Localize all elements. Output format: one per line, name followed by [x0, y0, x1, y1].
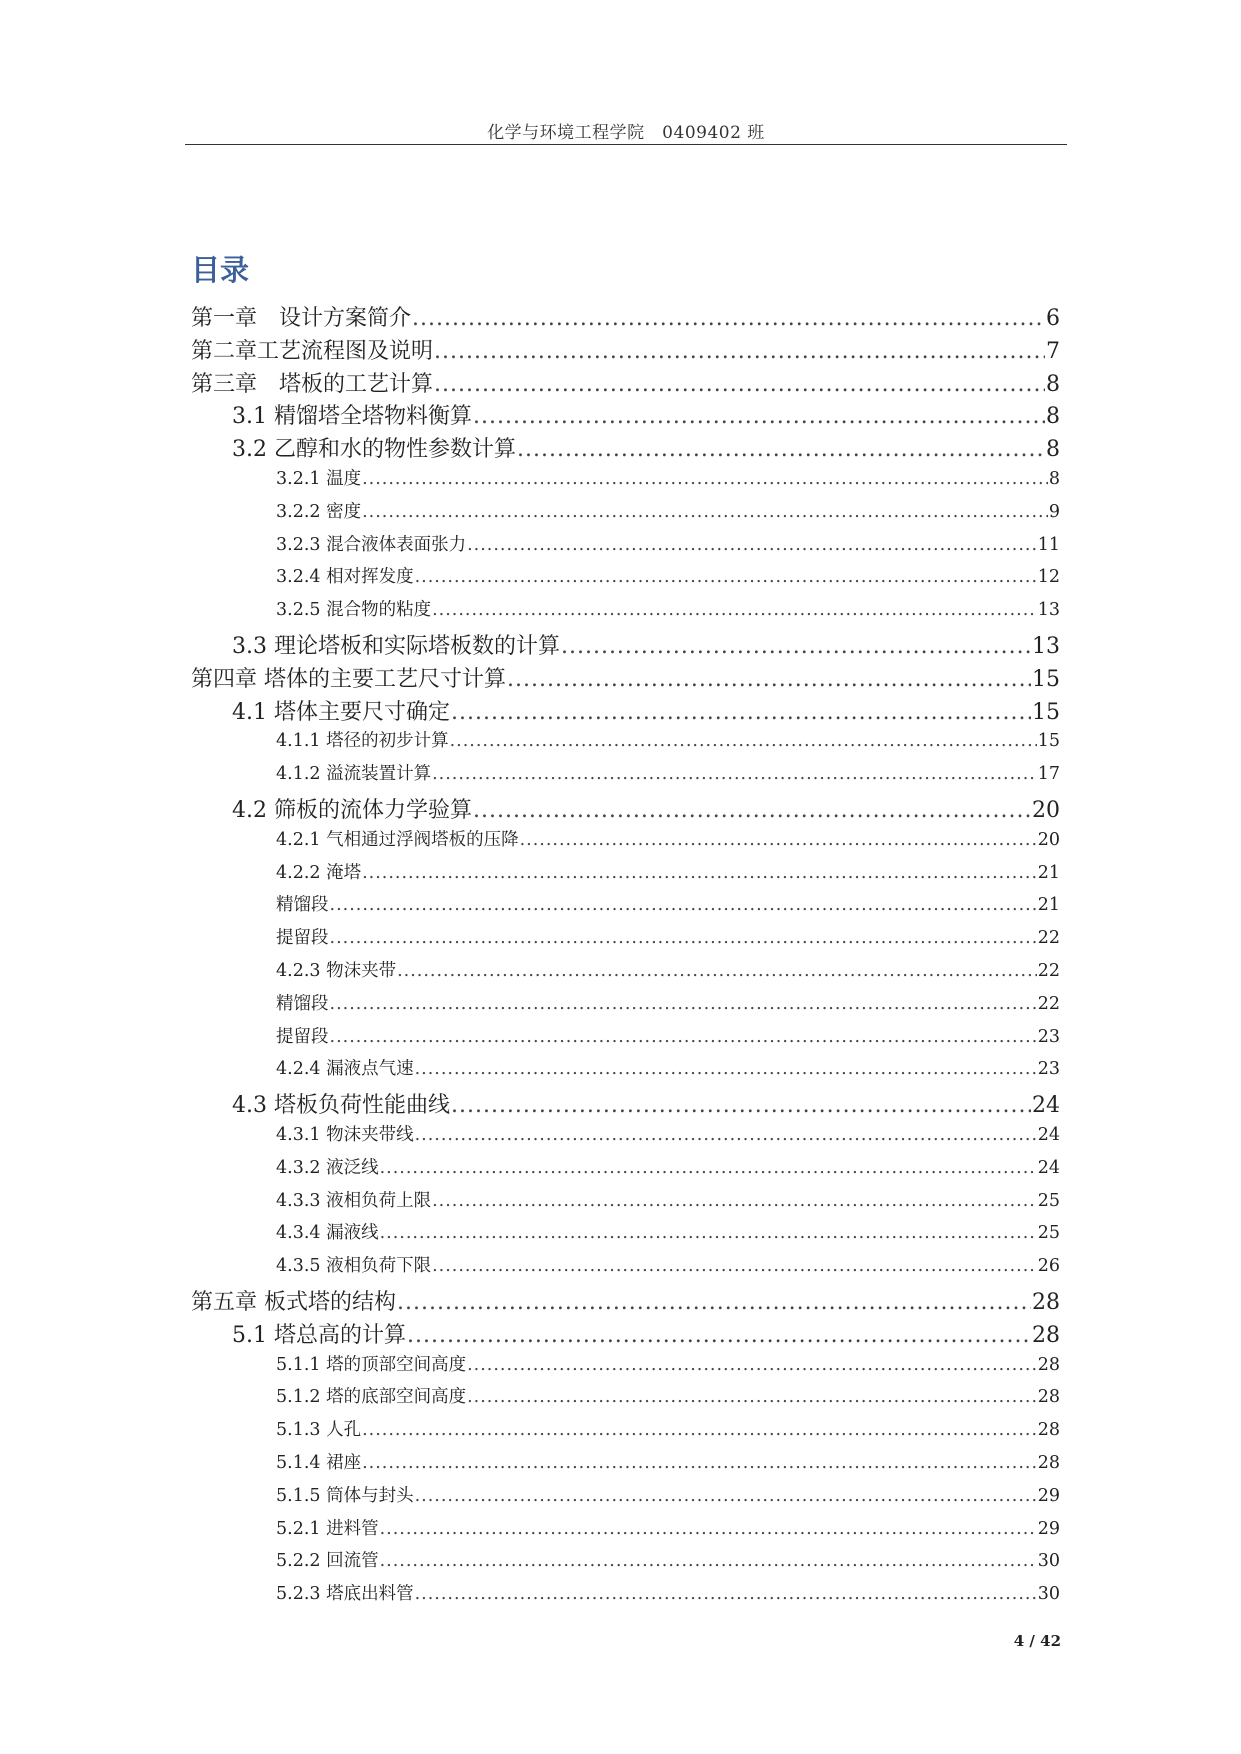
toc-dot-leader	[467, 1355, 1037, 1375]
toc-entry-label: 第四章 塔体的主要工艺尺寸计算	[191, 666, 506, 692]
toc-entry[interactable]	[276, 1023, 1060, 1048]
toc-dot-leader	[415, 1059, 1037, 1079]
toc-entry[interactable]	[276, 1449, 1060, 1474]
toc-entry-label: 第一章 设计方案简介	[191, 306, 412, 331]
toc-entry-label: 5.2.1 进料管	[276, 1518, 379, 1539]
toc-entry-label: 精馏段	[276, 993, 329, 1014]
toc-entry-page: 22	[1037, 993, 1060, 1014]
page-number: 4 / 42	[1013, 1632, 1061, 1650]
toc-entry[interactable]	[276, 957, 1060, 982]
toc-entry-page: 12	[1037, 567, 1060, 588]
toc-entry[interactable]	[276, 760, 1060, 785]
toc-entry-page: 22	[1037, 961, 1060, 981]
toc-entry-label: 提留段	[276, 1026, 329, 1047]
toc-dot-leader	[473, 404, 1045, 429]
toc-dot-leader	[407, 1323, 1031, 1348]
toc-entry-label: 3.2.5 混合物的粘度	[276, 600, 432, 621]
toc-dot-leader	[432, 1256, 1037, 1276]
toc-entry-label: 4.2.4 漏液点气速	[276, 1059, 414, 1080]
toc-entry-page: 24	[1032, 1093, 1060, 1119]
toc-entry-page: 28	[1032, 1290, 1060, 1315]
toc-entry[interactable]	[232, 695, 1060, 726]
toc-entry-label: 4.2.2 淹塔	[276, 862, 362, 883]
header-divider	[185, 144, 1067, 145]
toc-entry-page: 24	[1037, 1157, 1060, 1178]
toc-entry-label: 3.2.1 温度	[276, 469, 362, 489]
toc-entry-page: 22	[1037, 928, 1060, 949]
toc-entry-page: 6	[1046, 306, 1060, 331]
toc-dot-leader	[451, 1093, 1031, 1118]
toc-dot-leader	[434, 339, 1045, 364]
toc-entry[interactable]	[191, 1285, 1060, 1316]
toc-entry-page: 21	[1037, 895, 1060, 916]
toc-entry[interactable]	[191, 334, 1060, 365]
toc-entry-page: 25	[1037, 1190, 1060, 1211]
toc-entry[interactable]	[276, 727, 1060, 752]
toc-entry-label: 精馏段	[276, 895, 329, 916]
toc-dot-leader	[330, 994, 1037, 1014]
toc-entry-page: 28	[1037, 1453, 1060, 1473]
toc-entry-page: 25	[1037, 1223, 1060, 1244]
toc-entry[interactable]	[276, 1547, 1060, 1572]
toc-entry[interactable]	[276, 1383, 1060, 1408]
toc-entry-label: 4.1.2 溢流装置计算	[276, 764, 432, 785]
toc-dot-leader	[415, 567, 1037, 587]
toc-title: 目录	[191, 253, 250, 287]
toc-dot-leader	[415, 1125, 1037, 1145]
toc-dot-leader	[380, 1551, 1037, 1571]
toc-entry[interactable]	[276, 891, 1060, 916]
toc-entry-page: 28	[1037, 1387, 1060, 1408]
toc-entry-page: 8	[1046, 371, 1060, 397]
toc-entry-page: 7	[1046, 338, 1060, 364]
toc-dot-leader	[520, 830, 1037, 850]
toc-entry[interactable]	[276, 1416, 1060, 1441]
toc-entry-label: 第五章 板式塔的结构	[191, 1290, 396, 1315]
toc-dot-leader	[362, 502, 1048, 522]
toc-entry-label: 4.1 塔体主要尺寸确定	[232, 699, 450, 725]
toc-entry[interactable]	[276, 1055, 1060, 1080]
toc-entry[interactable]	[276, 1187, 1060, 1212]
toc-entry-page: 15	[1037, 731, 1060, 752]
toc-entry-page: 20	[1037, 829, 1060, 850]
toc-dot-leader	[415, 1584, 1037, 1604]
page-header: 化学与环境工程学院 0409402 班	[487, 123, 765, 143]
toc-dot-leader	[362, 469, 1048, 489]
toc-entry-page: 26	[1037, 1256, 1060, 1277]
toc-entry-label: 4.3.5 液相负荷下限	[276, 1256, 432, 1277]
toc-entry-label: 5.2.3 塔底出料管	[276, 1584, 414, 1605]
toc-dot-leader	[415, 1486, 1037, 1506]
toc-entry[interactable]	[232, 432, 1060, 463]
toc-entry-label: 5.1.5 筒体与封头	[276, 1485, 414, 1506]
toc-entry[interactable]	[276, 465, 1060, 490]
toc-entry-label: 4.3.4 漏液线	[276, 1223, 379, 1244]
toc-entry-page: 8	[1046, 437, 1060, 463]
toc-entry[interactable]	[276, 563, 1060, 588]
toc-entry[interactable]	[232, 1088, 1060, 1119]
toc-dot-leader	[432, 600, 1037, 620]
toc-entry-page: 24	[1037, 1125, 1060, 1145]
toc-entry-label: 3.3 理论塔板和实际塔板数的计算	[232, 634, 560, 659]
toc-entry-page: 20	[1032, 798, 1060, 823]
toc-entry[interactable]	[276, 1252, 1060, 1277]
toc-entry[interactable]	[276, 1580, 1060, 1605]
toc-entry-label: 5.1.2 塔的底部空间高度	[276, 1387, 467, 1408]
toc-entry-label: 4.1.1 塔径的初步计算	[276, 731, 449, 752]
toc-entry[interactable]	[191, 367, 1060, 398]
toc-entry[interactable]	[191, 301, 1060, 332]
toc-dot-leader	[380, 1158, 1037, 1178]
toc-entry-page: 9	[1048, 501, 1060, 522]
toc-entry-label: 4.3 塔板负荷性能曲线	[232, 1093, 450, 1119]
toc-entry-label: 3.2 乙醇和水的物性参数计算	[232, 437, 516, 463]
toc-entry[interactable]	[276, 1219, 1060, 1244]
toc-entry[interactable]	[191, 662, 1060, 693]
toc-dot-leader	[362, 863, 1037, 883]
toc-entry-page: 11	[1037, 534, 1060, 555]
toc-dot-leader	[467, 1387, 1037, 1407]
toc-entry[interactable]	[276, 1515, 1060, 1540]
toc-entry-label: 4.2.3 物沫夹带	[276, 961, 397, 981]
toc-dot-leader	[434, 372, 1045, 397]
toc-dot-leader	[362, 1453, 1037, 1473]
toc-entry[interactable]	[232, 629, 1060, 660]
toc-entry[interactable]	[276, 531, 1060, 556]
toc-entry-label: 3.2.4 相对挥发度	[276, 567, 414, 588]
toc-entry-label: 5.1.1 塔的顶部空间高度	[276, 1354, 467, 1375]
toc-entry[interactable]	[276, 859, 1060, 884]
toc-entry-label: 3.2.2 密度	[276, 501, 362, 522]
toc-entry-label: 5.1 塔总高的计算	[232, 1322, 406, 1348]
toc-dot-leader	[330, 895, 1037, 915]
toc-entry[interactable]	[232, 399, 1060, 430]
toc-entry-page: 8	[1048, 469, 1060, 489]
toc-entry-page: 30	[1037, 1551, 1060, 1572]
toc-entry-page: 23	[1037, 1026, 1060, 1047]
toc-entry-label: 5.1.4 裙座	[276, 1453, 362, 1473]
toc-entry[interactable]	[276, 1154, 1060, 1179]
toc-entry[interactable]	[276, 924, 1060, 949]
toc-entry-page: 23	[1037, 1059, 1060, 1080]
toc-dot-leader	[561, 634, 1031, 659]
toc-dot-leader	[432, 1191, 1037, 1211]
toc-dot-leader	[517, 437, 1045, 462]
toc-entry[interactable]	[276, 826, 1060, 851]
toc-entry-page: 15	[1032, 699, 1060, 725]
toc-entry-label: 第二章工艺流程图及说明	[191, 338, 434, 364]
toc-entry-page: 28	[1032, 1322, 1060, 1348]
toc-entry-page: 29	[1037, 1518, 1060, 1539]
toc-dot-leader	[362, 1420, 1037, 1440]
toc-dot-leader	[473, 798, 1031, 823]
toc-entry-label: 提留段	[276, 928, 329, 949]
toc-entry[interactable]	[276, 1351, 1060, 1376]
toc-entry-label: 3.2.3 混合液体表面张力	[276, 534, 467, 555]
toc-entry[interactable]	[232, 793, 1060, 824]
toc-entry-label: 4.2 筛板的流体力学验算	[232, 798, 472, 823]
toc-entry-label: 4.3.1 物沫夹带线	[276, 1125, 414, 1145]
toc-dot-leader	[507, 667, 1031, 692]
toc-dot-leader	[450, 731, 1037, 751]
toc-dot-leader	[412, 306, 1045, 331]
toc-dot-leader	[451, 700, 1031, 725]
toc-entry-label: 4.3.2 液泛线	[276, 1157, 379, 1178]
toc-dot-leader	[330, 1027, 1037, 1047]
toc-entry-page: 15	[1032, 666, 1060, 692]
toc-dot-leader	[467, 535, 1037, 555]
toc-entry-label: 4.3.3 液相负荷上限	[276, 1190, 432, 1211]
toc-entry-page: 13	[1032, 634, 1060, 659]
toc-entry-page: 30	[1037, 1584, 1060, 1605]
toc-entry-label: 5.1.3 人孔	[276, 1420, 362, 1441]
toc-entry[interactable]	[232, 1318, 1060, 1349]
toc-dot-leader	[380, 1519, 1037, 1539]
toc-entry[interactable]	[276, 498, 1060, 523]
toc-entry-page: 29	[1037, 1485, 1060, 1506]
toc-dot-leader	[397, 1290, 1031, 1315]
toc-entry-label: 4.2.1 气相通过浮阀塔板的压降	[276, 829, 519, 850]
toc-entry-page: 28	[1037, 1354, 1060, 1375]
toc-entry-label: 第三章 塔板的工艺计算	[191, 371, 434, 397]
toc-entry[interactable]	[276, 1121, 1060, 1146]
toc-dot-leader	[397, 961, 1037, 981]
toc-entry-page: 28	[1037, 1420, 1060, 1441]
toc-entry-page: 21	[1037, 862, 1060, 883]
toc-dot-leader	[330, 928, 1037, 948]
toc-entry-page: 13	[1037, 600, 1060, 621]
toc-entry[interactable]	[276, 596, 1060, 621]
toc-dot-leader	[432, 764, 1037, 784]
toc-entry[interactable]	[276, 1482, 1060, 1507]
toc-entry[interactable]	[276, 990, 1060, 1015]
toc-entry-label: 5.2.2 回流管	[276, 1551, 379, 1572]
toc-dot-leader	[380, 1223, 1037, 1243]
toc-entry-page: 8	[1046, 404, 1060, 430]
toc-entry-page: 17	[1037, 764, 1060, 785]
toc-entry-label: 3.1 精馏塔全塔物料衡算	[232, 404, 472, 430]
